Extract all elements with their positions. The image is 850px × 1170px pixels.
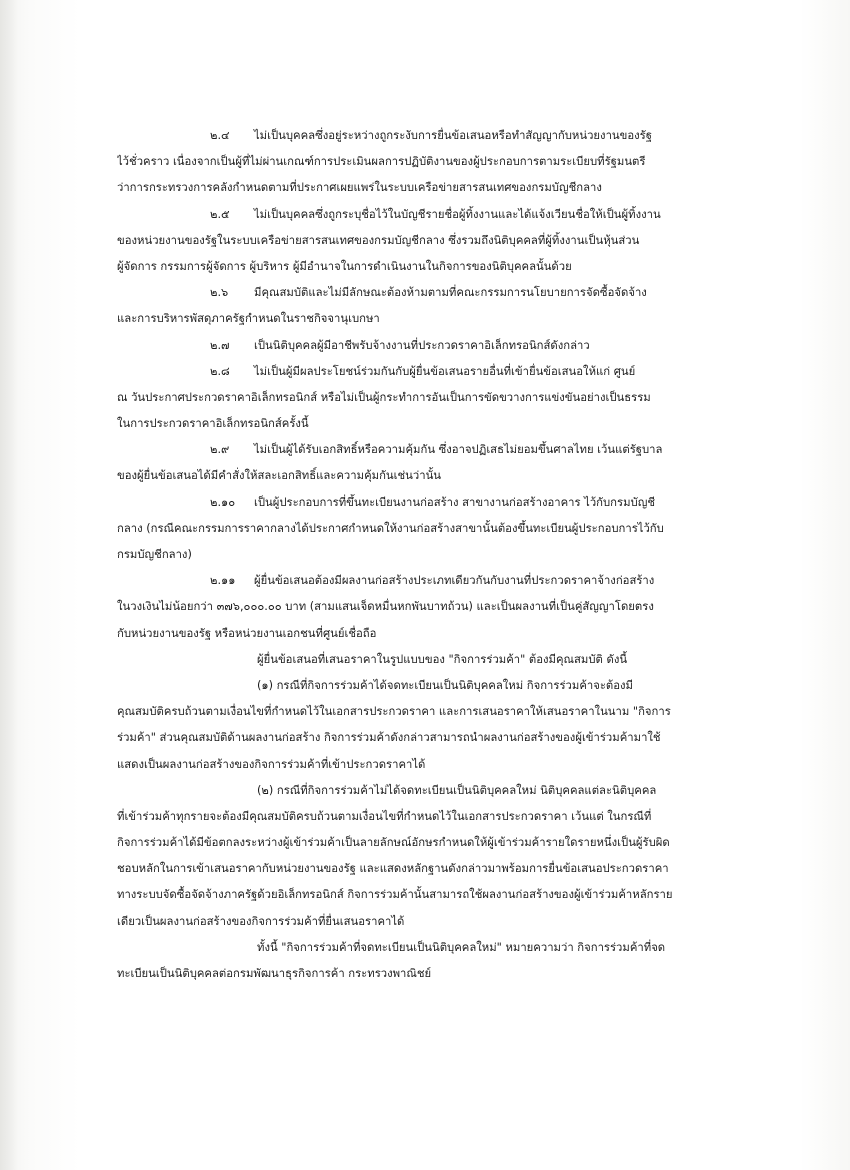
jv-case-1-line-4: แสดงเป็นผลงานก่อสร้างของกิจการร่วมค้าที่เข้าประกวดราคาได้: [117, 757, 426, 771]
clause-text: มีคุณสมบัติและไม่มีลักษณะต้องห้ามตามที่คณะกรรมการนโยบายการจัดซื้อจัดจ้าง: [254, 286, 647, 300]
clause-number: ๒.๔: [210, 129, 230, 142]
clause-number: ๒.๑๐: [210, 495, 236, 509]
clause-2-5-line-3: ผู้จัดการ กรรมการผู้จัดการ ผู้บริหาร ผู้มีอำนาจในการดำเนินงานในกิจการของนิติบุคคลนั้นด้วย: [117, 259, 572, 273]
jv-case-1-line-1: (๑) กรณีที่กิจการร่วมค้าได้จดทะเบียนเป็นนิติบุคคลใหม่ กิจการร่วมค้าจะต้องมี: [257, 678, 634, 692]
clause-text: เป็นนิติบุคคลผู้มีอาชีพรับจ้างงานที่ประกวดราคาอิเล็กทรอนิกส์ดังกล่าว: [254, 338, 590, 352]
jv-definition-line-1: ทั้งนี้ "กิจการร่วมค้าที่จดทะเบียนเป็นนิติบุคคลใหม่" หมายความว่า กิจการร่วมค้าที่จด: [257, 940, 666, 954]
clause-number: ๒.๗: [210, 338, 230, 352]
clause-2-11-line-2: ในวงเงินไม่น้อยกว่า ๓๗๖,๐๐๐.๐๐ บาท (สามแสนเจ็ดหมื่นหกพันบาทถ้วน) และเป็นผลงานที่เป็นคู่สัญญาโดยตรง: [117, 600, 654, 614]
jv-case-1-line-2: คุณสมบัติครบถ้วนตามเงื่อนไขที่กำหนดไว้ในเอกสารประกวดราคา และการเสนอราคาให้เสนอราคาในนาม "กิจการ: [117, 705, 671, 719]
clause-2-9-line-2: ของผู้ยื่นข้อเสนอได้มีคำสั่งให้สละเอกสิทธิ์และความคุ้มกันเช่นว่านั้น: [117, 469, 442, 483]
clause-text: เป็นผู้ประกอบการที่ขึ้นทะเบียนงานก่อสร้าง สาขางานก่อสร้างอาคาร ไว้กับกรมบัญชี: [254, 495, 656, 509]
joint-venture-intro: ผู้ยื่นข้อเสนอที่เสนอราคาในรูปแบบของ "กิจการร่วมค้า" ต้องมีคุณสมบัติ ดังนี้: [257, 652, 628, 666]
clause-text: ไม่เป็นบุคคลซึ่งอยู่ระหว่างถูกระงับการยื่นข้อเสนอหรือทำสัญญากับหน่วยงานของรัฐ: [254, 129, 652, 142]
clause-number: ๒.๖: [210, 286, 229, 300]
clause-2-11-line-3: กับหน่วยงานของรัฐ หรือหน่วยงานเอกชนที่ศูนย์เชื่อถือ: [117, 626, 377, 640]
jv-case-2-line-4: ชอบหลักในการเข้าเสนอราคากับหน่วยงานของรัฐ และแสดงหลักฐานดังกล่าวมาพร้อมการยื่นข้อเสนอประกวดราคา: [117, 862, 669, 876]
clause-number: ๒.๕: [210, 207, 230, 221]
clause-text: ผู้ยื่นข้อเสนอต้องมีผลงานก่อสร้างประเภทเดียวกันกับงานที่ประกวดราคาจ้างก่อสร้าง: [254, 574, 655, 588]
clause-2-8-line-2: ณ วันประกาศประกวดราคาอิเล็กทรอนิกส์ หรือไม่เป็นผู้กระทำการอันเป็นการขัดขวางการแข่งขันอย่างเป็นธรรม: [117, 390, 651, 404]
clause-2-7-line-1: [117, 333, 737, 359]
jv-case-2-line-3: กิจการร่วมค้าได้มีข้อตกลงระหว่างผู้เข้าร่วมค้าเป็นลายลักษณ์อักษรกำหนดให้ผู้เข้าร่วมค้ารายใดรายหนึ่งเป็นผู้รับผิด: [117, 836, 670, 850]
clause-2-8-line-1: [117, 359, 737, 385]
jv-case-2-line-1: (๒) กรณีที่กิจการร่วมค้าไม่ได้จดทะเบียนเป็นนิติบุคคลใหม่ นิติบุคคลแต่ละนิติบุคคล: [257, 783, 657, 797]
clause-number: ๒.๙: [210, 443, 230, 457]
jv-case-2-line-2: ที่เข้าร่วมค้าทุกรายจะต้องมีคุณสมบัติครบถ้วนตามเงื่อนไขที่กำหนดไว้ในเอกสารประกวดราคา เว้นแต่ ในกรณีที่: [117, 809, 652, 823]
clause-text: ไม่เป็นผู้ได้รับเอกสิทธิ์หรือความคุ้มกัน ซึ่งอาจปฏิเสธไม่ยอมขึ้นศาลไทย เว้นแต่รัฐบาล: [254, 443, 663, 457]
clause-2-6-line-2: และการบริหารพัสดุภาครัฐกำหนดในราชกิจจานุเบกษา: [117, 312, 380, 326]
clause-2-6-line-1: [117, 280, 737, 306]
clause-text: ไม่เป็นผู้มีผลประโยชน์ร่วมกันกับผู้ยื่นข้อเสนอรายอื่นที่เข้ายื่นข้อเสนอให้แก่ ศูนย์: [254, 364, 636, 378]
jv-case-2-line-5: ทางระบบจัดซื้อจัดจ้างภาครัฐด้วยอิเล็กทรอนิกส์ กิจการร่วมค้านั้นสามารถใช้ผลงานก่อสร้างของผู้เข้าร่วมค้าหลักราย: [117, 888, 673, 902]
jv-case-1-line-3: ร่วมค้า" ส่วนคุณสมบัติด้านผลงานก่อสร้าง กิจการร่วมค้าดังกล่าวสามารถนำผลงานก่อสร้างของผู้เข้าร่วมค้ามาใช้: [117, 731, 661, 745]
clause-number: ๒.๘: [210, 364, 230, 378]
clause-2-5-line-2: ของหน่วยงานของรัฐในระบบเครือข่ายสารสนเทศของกรมบัญชีกลาง ซึ่งรวมถึงนิติบุคคลที่ผู้ทิ้งงานเป็นหุ้นส่วน: [117, 233, 640, 247]
clause-2-10-line-1: [117, 490, 737, 516]
clause-2-10-line-2: กลาง (กรณีคณะกรรมการราคากลางได้ประกาศกำหนดให้งานก่อสร้างสาขานั้นต้องขึ้นทะเบียนผู้ประกอบการไว้กับ: [117, 521, 664, 535]
clause-2-5-line-1: [117, 202, 737, 228]
scan-edge-shadow: [0, 0, 18, 1170]
clause-2-4-line-2: ไว้ชั่วคราว เนื่องจากเป็นผู้ที่ไม่ผ่านเกณฑ์การประเมินผลการปฏิบัติงานของผู้ประกอบการตามระเบียบที่รัฐมนตรี: [117, 155, 646, 169]
document-body: [117, 123, 737, 987]
clause-text: ไม่เป็นบุคคลซึ่งถูกระบุชื่อไว้ในบัญชีรายชื่อผู้ทิ้งงานและได้แจ้งเวียนชื่อให้เป็นผู้ทิ้งงาน: [254, 207, 661, 221]
clause-2-9-line-1: [117, 437, 737, 463]
clause-number: ๒.๑๑: [210, 574, 236, 588]
clause-2-11-line-1: [117, 568, 737, 594]
jv-case-2-line-6: เดียวเป็นผลงานก่อสร้างของกิจการร่วมค้าที่ยื่นเสนอราคาได้: [117, 914, 405, 928]
clause-2-4-line-1: [117, 123, 737, 149]
jv-definition-line-2: ทะเบียนเป็นนิติบุคคลต่อกรมพัฒนาธุรกิจการค้า กระทรวงพาณิชย์: [117, 967, 432, 980]
clause-2-10-line-3: กรมบัญชีกลาง): [117, 548, 192, 561]
clause-2-4-line-3: ว่าการกระทรวงการคลังกำหนดตามที่ประกาศเผยแพร่ในระบบเครือข่ายสารสนเทศของกรมบัญชีกลาง: [117, 181, 602, 195]
clause-2-8-line-3: ในการประกวดราคาอิเล็กทรอนิกส์ครั้งนี้: [117, 417, 309, 431]
